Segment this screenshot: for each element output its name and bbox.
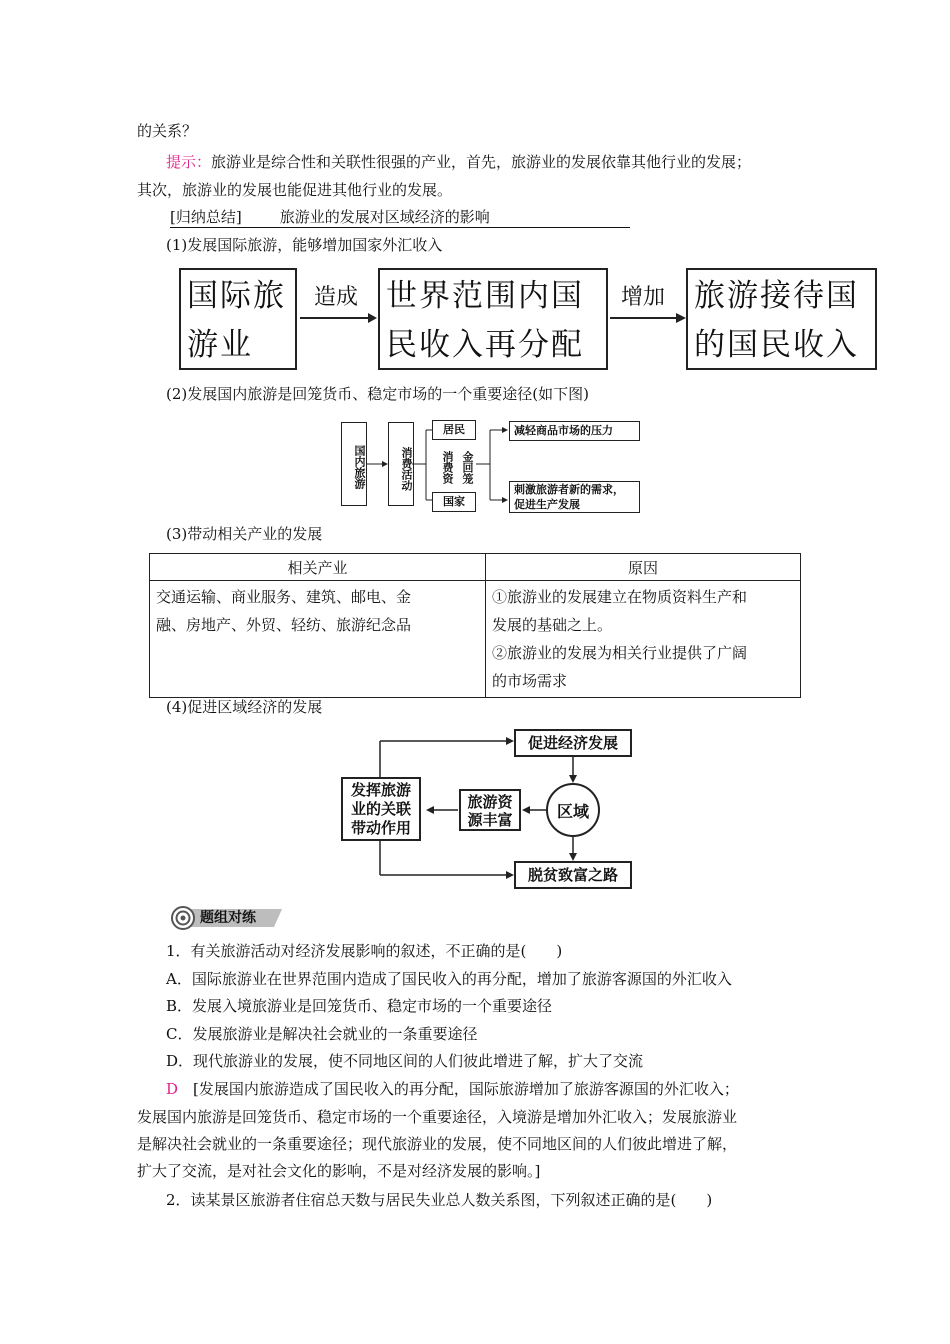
practice-badge	[170, 905, 288, 931]
box-host-country-income	[686, 268, 877, 370]
q1-option-d: D．现代旅游业的发展，使不同地区间的人们彼此增进了解，扩大了交流	[166, 1052, 644, 1070]
box-promote-economy: 促进经济发展	[514, 729, 632, 757]
answer-letter: D	[166, 1080, 179, 1098]
question-tail: 的关系？	[137, 122, 198, 140]
arrow2-label: 增加	[621, 285, 666, 310]
box2-line2: 民收入再分配	[386, 327, 584, 363]
point4-heading: (4)促进区域经济的发展	[166, 698, 323, 716]
effect2-line2: 促进生产发展	[514, 498, 580, 511]
box-poverty-path: 脱贫致富之路	[514, 861, 632, 889]
arrow1	[298, 308, 378, 328]
box-reduce-pressure: 减轻商品市场的压力	[509, 421, 640, 441]
effect2-line1: 刺激旅游者新的需求，	[514, 483, 624, 496]
hint-line-1	[166, 152, 751, 172]
q1-option-c: C．发展旅游业是解决社会就业的一条重要途径	[166, 1025, 478, 1043]
reason2-line1: ②旅游业的发展为相关行业提供了广阔	[492, 644, 748, 662]
hint-text-1: 旅游业是综合性和关联性很强的产业，首先，旅游业的发展依靠其他行业的发展；	[211, 153, 752, 171]
arrow2	[608, 308, 688, 328]
q1: 1．有关旅游活动对经济发展影响的叙述，不正确的是( )	[166, 942, 563, 960]
point2-heading: (2)发展国内旅游是回笼货币、稳定市场的一个重要途径(如下图)	[166, 385, 589, 403]
rich-line1: 旅游资	[467, 793, 513, 811]
box-international-tourism	[179, 268, 297, 370]
summary-title: 旅游业的发展对区域经济的影响	[279, 208, 490, 226]
reason1-line1: ①旅游业的发展建立在物质资料生产和	[492, 588, 748, 606]
q1-option-b: B．发展入境旅游业是回笼货币、稳定市场的一个重要途径	[166, 997, 553, 1015]
industry-table	[149, 553, 801, 698]
badge-label: 题组对练	[200, 910, 256, 926]
region-label: 区域	[556, 802, 589, 821]
answer-line4: 扩大了交流，是对社会文化的影响，不是对经济发展的影响。]	[137, 1162, 541, 1180]
box3-line2: 的国民收入	[694, 327, 859, 363]
play-line2: 业的关联	[350, 800, 411, 818]
answer-line2: 发展国内旅游是回笼货币、稳定市场的一个重要途径，入境游是增加外汇收入；发展旅游业	[137, 1108, 738, 1126]
answer-line1	[166, 1079, 739, 1099]
summary-header	[170, 207, 630, 228]
play-line1: 发挥旅游	[350, 781, 411, 799]
q2: 2．读某景区旅游者住宿总天数与居民失业总人数关系图，下列叙述正确的是( )	[166, 1191, 713, 1209]
box-resident: 居民	[432, 420, 476, 440]
table-header-row	[150, 554, 801, 581]
label-fund-return: 金回笼	[461, 450, 474, 484]
box-state: 国家	[432, 492, 476, 512]
reason1-line2: 发展的基础之上。	[492, 616, 613, 634]
box-rich-resources	[459, 789, 521, 831]
answer-text1: [发展国内旅游造成了国民收入的再分配，国际旅游增加了旅游客源国的外汇收入；	[193, 1080, 739, 1098]
cell-industries	[150, 581, 486, 698]
box-domestic-tourism: 国内旅游	[341, 422, 367, 506]
answer-line3: 是解决社会就业的一条重要途径；现代旅游业的发展，使不同地区间的人们彼此增进了解，	[137, 1135, 738, 1153]
box2-line1: 世界范围内国	[386, 278, 584, 314]
label-consume-fund: 消费资	[441, 450, 454, 484]
box-play-linkage	[341, 777, 421, 841]
industries-line1: 交通运输、商业服务、建筑、邮电、金	[156, 588, 412, 606]
box1-line1: 国际旅	[187, 278, 286, 314]
box-world-income-redistribution	[378, 268, 608, 370]
rich-line2: 源丰富	[467, 811, 513, 829]
reason2-line2: 的市场需求	[492, 672, 568, 690]
hint-line-2: 其次，旅游业的发展也能促进其他行业的发展。	[137, 181, 453, 199]
box-stimulate-demand	[509, 481, 640, 513]
cell-reasons	[486, 581, 801, 698]
summary-tag: [归纳总结]	[170, 208, 242, 226]
point3-heading: (3)带动相关产业的发展	[166, 525, 323, 543]
box-consume-activity: 消费活动	[388, 422, 414, 506]
q1-option-a: A．国际旅游业在世界范围内造成了国民收入的再分配，增加了旅游客源国的外汇收入	[166, 970, 732, 988]
table-row	[150, 581, 801, 698]
col-industry: 相关产业	[150, 554, 486, 581]
box1-line2: 游业	[187, 327, 253, 363]
industries-line2: 融、房地产、外贸、轻纺、旅游纪念品	[156, 616, 412, 634]
box3-line1: 旅游接待国	[694, 278, 859, 314]
play-line3: 带动作用	[350, 819, 411, 837]
hint-label: 提示：	[166, 153, 212, 171]
arrow1-label: 造成	[314, 285, 359, 310]
point1-heading: (1)发展国际旅游，能够增加国家外汇收入	[166, 236, 443, 254]
col-reason: 原因	[486, 554, 801, 581]
